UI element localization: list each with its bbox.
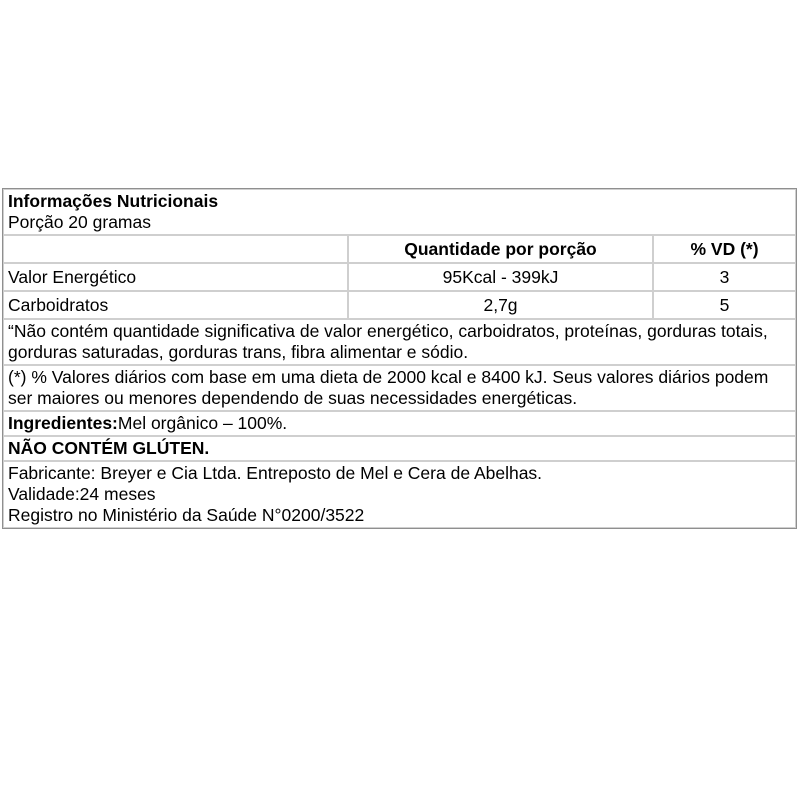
- not-contains-note: “Não contém quantidade significativa de valor energético, carboidratos, proteínas, gorduras totais, gorduras saturadas, gorduras trans, fibra alimentar e sódio.: [3, 319, 796, 365]
- vd-column-header: % VD (*): [653, 235, 796, 263]
- nutrient-vd: 5: [653, 291, 796, 319]
- header-cell: [3, 189, 796, 235]
- registry-text: Registro no Ministério da Saúde N°0200/3522: [8, 505, 365, 525]
- table-row: [3, 263, 796, 291]
- table-title: Informações Nutricionais: [8, 191, 219, 211]
- nutrient-label: Carboidratos: [3, 291, 348, 319]
- quantity-column-header: Quantidade por porção: [348, 235, 653, 263]
- empty-header-cell: [3, 235, 348, 263]
- nutrition-facts-table: [2, 188, 797, 529]
- portion-text: Porção 20 gramas: [8, 212, 151, 232]
- manufacturer-cell: [3, 461, 796, 528]
- ingredients-cell: [3, 411, 796, 436]
- nutrient-label: Valor Energético: [3, 263, 348, 291]
- nutrient-quantity: 95Kcal - 399kJ: [348, 263, 653, 291]
- daily-values-note: (*) % Valores diários com base em uma dieta de 2000 kcal e 8400 kJ. Seus valores diários podem ser maiores ou menores dependendo de suas necessidades energéticas.: [3, 365, 796, 411]
- table-row: [3, 291, 796, 319]
- nutrient-vd: 3: [653, 263, 796, 291]
- ingredients-label: Ingredientes:: [8, 413, 118, 433]
- manufacturer-text: Fabricante: Breyer e Cia Ltda. Entreposto de Mel e Cera de Abelhas.: [8, 463, 543, 483]
- nutrient-quantity: 2,7g: [348, 291, 653, 319]
- ingredients-value: Mel orgânico – 100%.: [117, 413, 288, 433]
- gluten-warning: NÃO CONTÉM GLÚTEN.: [3, 436, 796, 461]
- validity-text: Validade:24 meses: [8, 484, 156, 504]
